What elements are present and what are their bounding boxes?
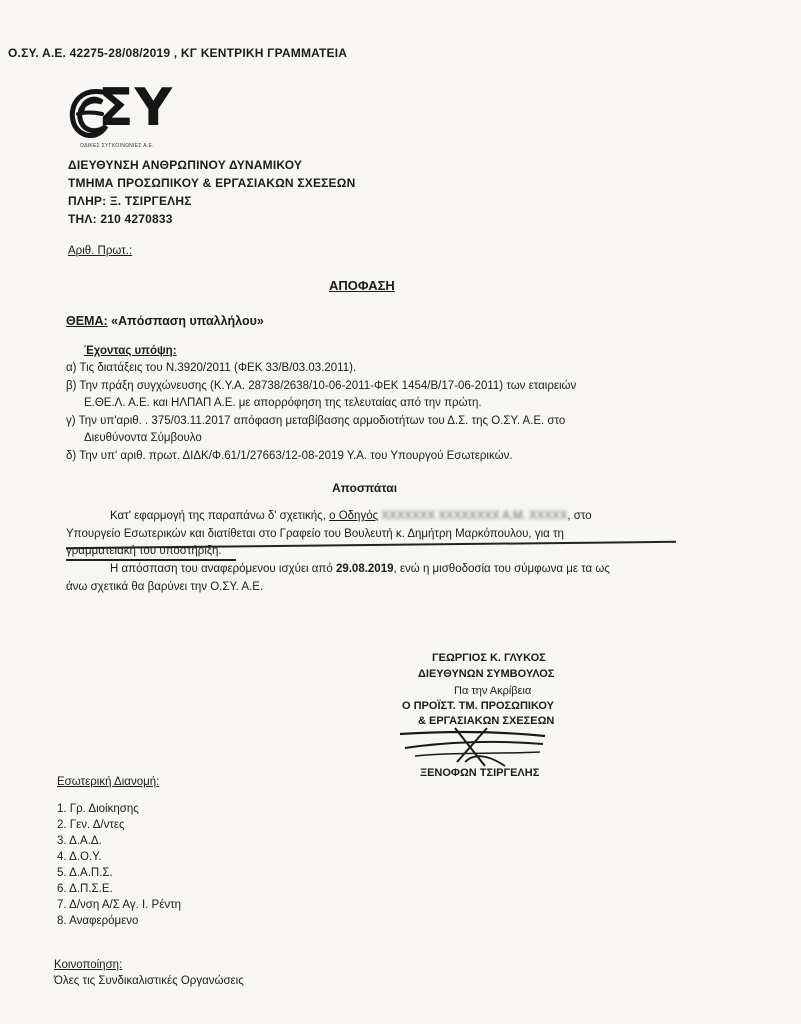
info-contact: ΠΛΗΡ: Ξ. ΤΣΙΡΓΕΛΗΣ	[68, 194, 192, 208]
head-line-2: & ΕΡΓΑΣΙΑΚΩΝ ΣΧΕΣΕΩΝ	[418, 715, 555, 727]
subject-label: ΘΕΜΑ:	[66, 314, 108, 328]
redacted-name: ΧΧΧΧΧΧΧ ΧΧΧΧΧΧΧΧ Α.Μ. ΧΧΧΧΧ	[381, 510, 568, 522]
signer-name: ΞΕΝΟΦΩΝ ΤΣΙΡΓΕΛΗΣ	[420, 767, 540, 779]
document-title: ΑΠΟΦΑΣΗ	[329, 278, 395, 293]
phone-number: ΤΗΛ: 210 4270833	[68, 212, 173, 226]
subject-text: «Απόσπαση υπαλλήλου»	[111, 314, 264, 328]
logo-subtitle: ΟΔΙΚΕΣ ΣΥΓΚΟΙΝΩΝΙΕΣ Α.Ε.	[80, 143, 154, 149]
distribution-item: 8. Αναφερόμενο	[57, 915, 139, 927]
signatory-name: ΓΕΩΡΓΙΟΣ Κ. ΓΛΥΚΟΣ	[432, 652, 546, 664]
handwritten-underline-2	[66, 559, 236, 561]
protocol-header-line: Ο.ΣΥ. Α.Ε. 42275-28/08/2019 , ΚΓ ΚΕΝΤΡΙΚΗ ΓΡΑΜΜΑΤΕΙΑ	[8, 46, 348, 60]
section-name: ΤΜΗΜΑ ΠΡΟΣΩΠΙΚΟΥ & ΕΡΓΑΣΙΑΚΩΝ ΣΧΕΣΕΩΝ	[68, 176, 356, 190]
distribution-title: Εσωτερική Διανομή:	[57, 776, 160, 788]
cc-title: Κοινοποίηση:	[54, 959, 123, 971]
distribution-item: 6. Δ.Π.Σ.Ε.	[57, 883, 113, 895]
certified-label: Πα την Ακρίβεια	[454, 685, 532, 697]
body-line-4-end: , ενώ η μισθοδοσία του σύμφωνα με τα ως	[393, 563, 610, 575]
cc-recipients: Όλες τις Συνδικαλιστικές Οργανώσεις	[54, 975, 244, 987]
protocol-number-label: Αριθ. Πρωτ.:	[68, 245, 133, 257]
consideration-c: γ) Την υπ'αριθ. . 375/03.11.2017 απόφαση μεταβίβασης αρμοδιοτήτων του Δ.Σ. της Ο.ΣΥ. Α.Ε. στο	[66, 415, 566, 427]
body-line-1-start: Κατ' εφαρμογή της παραπάνω δ' σχετικής,	[110, 510, 326, 522]
department-name: ΔΙΕΥΘΥΝΣΗ ΑΝΘΡΩΠΙΝΟΥ ΔΥΝΑΜΙΚΟΥ	[68, 158, 303, 172]
effective-date: 29.08.2019	[335, 563, 394, 575]
body-line-4-start: Η απόσπαση του αναφερόμενου ισχύει από	[110, 563, 333, 575]
osy-logo	[68, 78, 198, 146]
consideration-d: δ) Την υπ' αριθ. πρωτ. ΔΙΔΚ/Φ.61/1/27663/12-08-2019 Υ.Α. του Υπουργού Εσωτερικών.	[66, 450, 513, 462]
distribution-item: 4. Δ.Ο.Υ.	[57, 851, 102, 863]
consideration-b-cont: Ε.ΘΕ.Λ. Α.Ε. και ΗΛΠΑΠ Α.Ε. με απορρόφηση της τελευταίας από την πρώτη.	[84, 397, 482, 409]
body-line-1	[110, 510, 592, 522]
signatory-role: ΔΙΕΥΘΥΝΩΝ ΣΥΜΒΟΥΛΟΣ	[418, 668, 555, 680]
consideration-c-cont: Διευθύνοντα Σύμβουλο	[84, 432, 202, 444]
body-line-3: γραμματειακή του υποστήριξη.	[66, 545, 222, 557]
head-line-1: Ο ΠΡΟΪΣΤ. ΤΜ. ΠΡΟΣΩΠΙΚΟΥ	[402, 700, 555, 712]
body-line-1-end: , στο	[567, 510, 592, 522]
distribution-item: 5. Δ.Α.Π.Σ.	[57, 867, 113, 879]
logo-text: ΣΥ	[98, 78, 174, 138]
distribution-item: 7. Δ/νση Α/Σ Αγ. Ι. Ρέντη	[57, 899, 182, 911]
decides-heading: Αποσπάται	[332, 481, 398, 495]
distribution-item: 1. Γρ. Διοίκησης	[57, 803, 139, 815]
considering-heading: Έχοντας υπόψη:	[84, 345, 177, 357]
body-line-2: Υπουργείο Εσωτερικών και διατίθεται στο Γραφείο του Βουλευτή κ. Δημήτρη Μαρκόπουλου, για τη	[66, 528, 564, 540]
body-line-5: άνω σχετικά θα βαρύνει την Ο.ΣΥ. Α.Ε.	[66, 581, 264, 593]
distribution-item: 2. Γεν. Δ/ντες	[57, 819, 125, 831]
body-line-4	[110, 563, 610, 575]
distribution-item: 3. Δ.Α.Δ.	[57, 835, 102, 847]
driver-label: ο Οδηγός	[329, 510, 379, 522]
consideration-a: α) Τις διατάξεις του Ν.3920/2011 (ΦΕΚ 33/Β/03.03.2011).	[66, 362, 357, 374]
subject-line	[66, 314, 264, 328]
consideration-b: β) Την πράξη συγχώνευσης (Κ.Υ.Α. 28738/2638/10-06-2011-ΦΕΚ 1454/Β/17-06-2011) των εταιρειών	[66, 380, 577, 392]
